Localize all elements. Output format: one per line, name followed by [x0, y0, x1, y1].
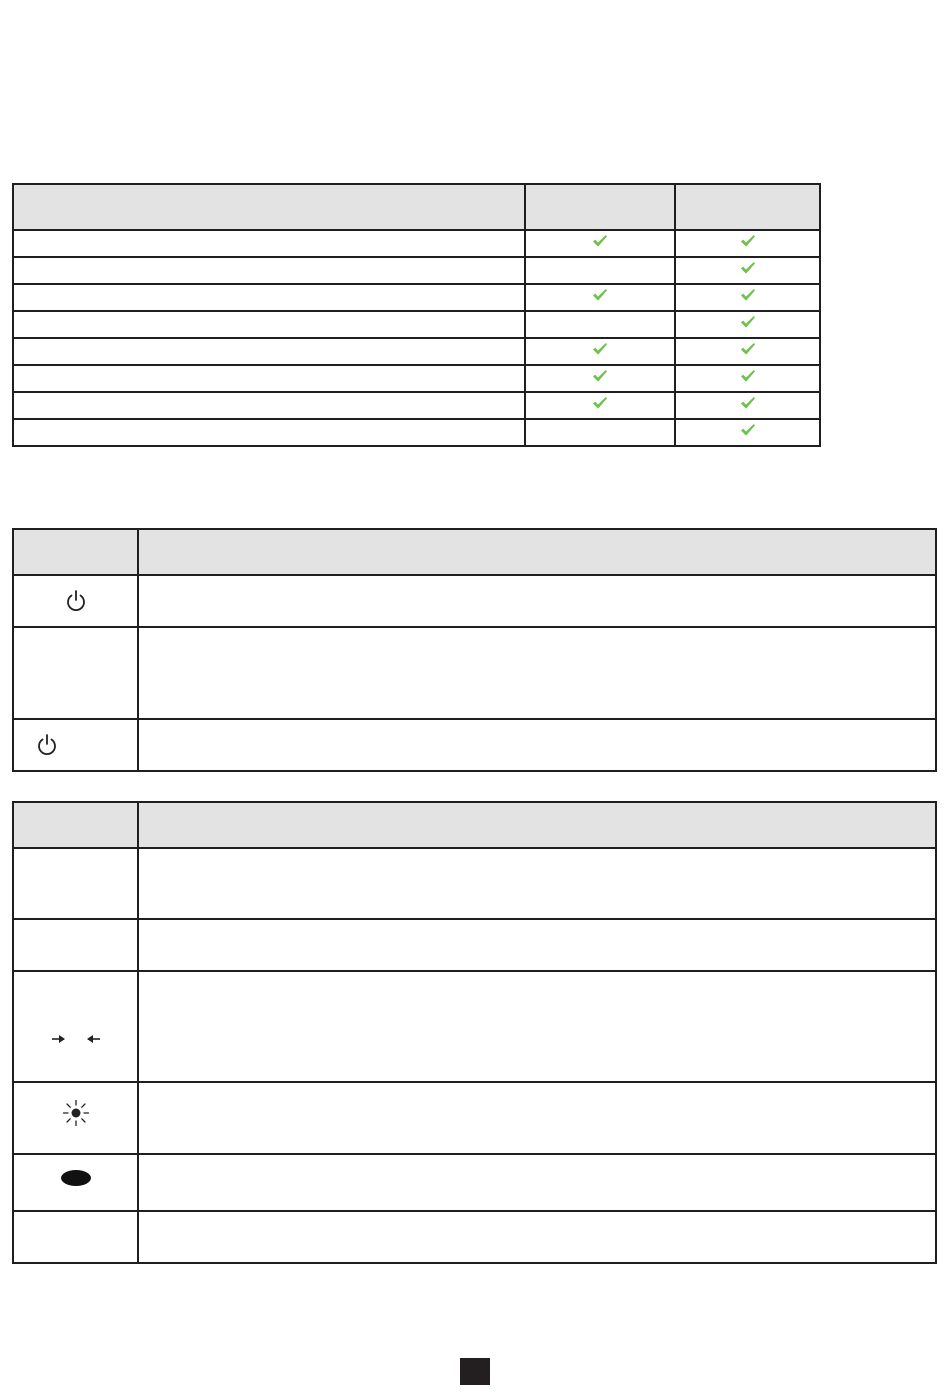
feature-name-cell: [13, 419, 525, 446]
feature-table-body: [13, 230, 820, 446]
table-row: [13, 230, 820, 257]
check-icon: [592, 234, 608, 248]
feature-name-cell: [13, 284, 525, 311]
model-a-cell: [525, 230, 675, 257]
model-b-header-cell: [675, 184, 820, 230]
check-icon: [740, 315, 756, 329]
page-number-box: [460, 1358, 490, 1385]
check-icon: [740, 288, 756, 302]
symbol-cell: [13, 1082, 138, 1154]
symbol-cell: [13, 848, 138, 919]
symbol-cell: [13, 627, 138, 719]
model-b-cell: [675, 419, 820, 446]
symbol-cell: [13, 971, 138, 1082]
feature-table-header: [13, 184, 820, 230]
check-icon: [740, 342, 756, 356]
table-row: [13, 365, 820, 392]
indicator-symbol-header-cell: [13, 802, 138, 848]
table-row: [13, 848, 936, 919]
feature-table: [12, 183, 821, 447]
description-cell: [138, 848, 936, 919]
feature-name-cell: [13, 392, 525, 419]
model-b-cell: [675, 338, 820, 365]
model-a-cell: [525, 365, 675, 392]
model-b-cell: [675, 230, 820, 257]
model-b-cell: [675, 392, 820, 419]
model-b-cell: [675, 284, 820, 311]
description-cell: [138, 627, 936, 719]
check-icon: [592, 288, 608, 302]
feature-name-cell: [13, 257, 525, 284]
sun-icon: [62, 1099, 90, 1127]
table-row: [13, 1154, 936, 1211]
model-b-cell: [675, 365, 820, 392]
model-b-cell: [675, 257, 820, 284]
arrows-in-icon: [50, 1032, 102, 1046]
description-cell: [138, 719, 936, 771]
button-table: [12, 528, 937, 772]
model-a-cell: [525, 311, 675, 338]
table-row: [13, 1211, 936, 1263]
description-cell: [138, 1082, 936, 1154]
table-row: [13, 338, 820, 365]
model-a-cell: [525, 392, 675, 419]
feature-header-cell: [13, 184, 525, 230]
table-row: [13, 1082, 936, 1154]
button-symbol-header-cell: [13, 529, 138, 575]
check-icon: [592, 369, 608, 383]
indicator-table: [12, 801, 937, 1264]
feature-name-cell: [13, 338, 525, 365]
table-row: [13, 575, 936, 627]
check-icon: [740, 261, 756, 275]
symbol-cell: [13, 1154, 138, 1211]
black-oval-icon: [60, 1169, 92, 1187]
model-a-cell: [525, 257, 675, 284]
model-a-cell: [525, 419, 675, 446]
table-row: [13, 311, 820, 338]
check-icon: [740, 423, 756, 437]
symbol-cell: [13, 1211, 138, 1263]
indicator-table-header: [13, 802, 936, 848]
symbol-cell: [13, 919, 138, 971]
power-icon: [36, 733, 58, 757]
feature-name-cell: [13, 311, 525, 338]
table-row: [13, 971, 936, 1082]
symbol-cell: [13, 719, 138, 771]
model-a-cell: [525, 338, 675, 365]
check-icon: [592, 396, 608, 410]
check-icon: [592, 342, 608, 356]
model-a-cell: [525, 284, 675, 311]
table-row: [13, 284, 820, 311]
description-cell: [138, 971, 936, 1082]
feature-name-cell: [13, 365, 525, 392]
table-row: [13, 392, 820, 419]
indicator-description-header-cell: [138, 802, 936, 848]
model-b-cell: [675, 311, 820, 338]
description-cell: [138, 919, 936, 971]
feature-name-cell: [13, 230, 525, 257]
description-cell: [138, 1211, 936, 1263]
check-icon: [740, 396, 756, 410]
model-a-header-cell: [525, 184, 675, 230]
description-cell: [138, 575, 936, 627]
table-row: [13, 919, 936, 971]
check-icon: [740, 369, 756, 383]
description-cell: [138, 1154, 936, 1211]
power-icon: [65, 589, 87, 613]
table-row: [13, 419, 820, 446]
table-row: [13, 257, 820, 284]
table-row: [13, 719, 936, 771]
button-description-header-cell: [138, 529, 936, 575]
check-icon: [740, 234, 756, 248]
symbol-cell: [13, 575, 138, 627]
table-row: [13, 627, 936, 719]
button-table-header: [13, 529, 936, 575]
